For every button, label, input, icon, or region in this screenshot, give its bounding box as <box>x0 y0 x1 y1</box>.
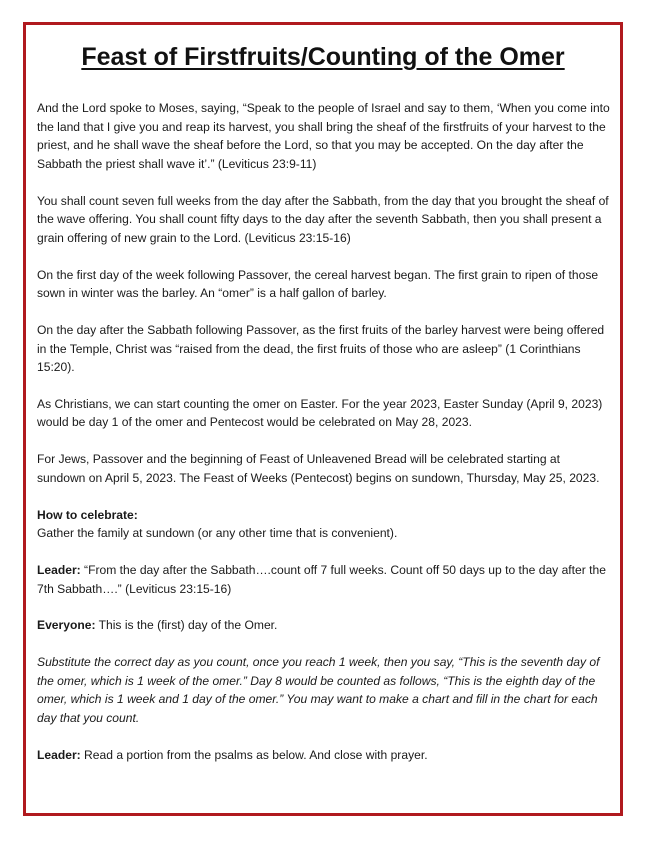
paragraph-leviticus-9-11: And the Lord spoke to Moses, saying, “Speak to the people of Israel and say to them, ‘When you come into the land that I give you and reap its harvest, you shall bring the sheaf of the firstfruits of your harvest to the priest, and he shall wave the sheaf before the Lord, so that you may be accepted. On the day after the Sabbath the priest shall wave it’.” (Leviticus 23:9-11) <box>37 101 610 171</box>
everyone-label: Everyone: <box>37 618 96 633</box>
everyone-response <box>37 616 610 635</box>
page-title: Feast of Firstfruits/Counting of the Omer <box>81 43 565 71</box>
paragraph-first-fruits: On the day after the Sabbath following Passover, as the first fruits of the barley harvest were being offered in the Temple, Christ was “raised from the dead, the first fruits of those who are asleep” (1 Corinthians 15:20). <box>37 322 605 375</box>
how-to-heading <box>37 506 610 525</box>
how-to-text: Gather the family at sundown (or any other time that is convenient). <box>37 526 398 541</box>
paragraph-leviticus-15-16: You shall count seven full weeks from the day after the Sabbath, from the day that you brought the sheaf of the wave offering. You shall count fifty days to the day after the seventh Sabbath, then you shall present a grain offering of new grain to the Lord. (Leviticus 23:15-16) <box>37 193 609 245</box>
leader-text: “From the day after the Sabbath….count off 7 full weeks. Count off 50 days up to the day after the 7th Sabbath….” (Leviticus 23:15-16) <box>37 563 606 596</box>
leader-label: Leader: <box>37 747 81 762</box>
page-border <box>23 22 623 816</box>
leader-label: Leader: <box>37 563 81 577</box>
leader-text: Read a portion from the psalms as below. And close with prayer. <box>80 747 428 762</box>
leader-instruction-1 <box>37 561 610 598</box>
everyone-text: This is the (first) day of the Omer. <box>95 618 278 633</box>
counting-instructions: Substitute the correct day as you count, once you reach 1 week, then you say, “This is the seventh day of the omer, which is 1 week of the omer.” Day 8 would be counted as follows, “This is the eighth day of the omer, which is 1 week and 1 day of the omer.” You may want to make a chart and fill in the chart for each day that you count. <box>37 655 600 725</box>
paragraph-christians-count: As Christians, we can start counting the omer on Easter. For the year 2023, Easter Sunday (April 9, 2023) would be day 1 of the omer and Pentecost would be celebrated on May 28, 2023. <box>37 396 603 430</box>
paragraph-barley-harvest: On the first day of the week following Passover, the cereal harvest began. The first grain to ripen of those sown in winter was the barley. An “omer” is a half gallon of barley. <box>37 267 599 301</box>
document-body <box>37 99 610 783</box>
how-to-label: How to celebrate: <box>37 507 138 522</box>
leader-instruction-2 <box>37 746 610 765</box>
paragraph-jews-passover: For Jews, Passover and the beginning of Feast of Unleavened Bread will be celebrated starting at sundown on April 5, 2023. The Feast of Weeks (Pentecost) begins on sundown, Thursday, May 25, 2023. <box>37 452 600 485</box>
